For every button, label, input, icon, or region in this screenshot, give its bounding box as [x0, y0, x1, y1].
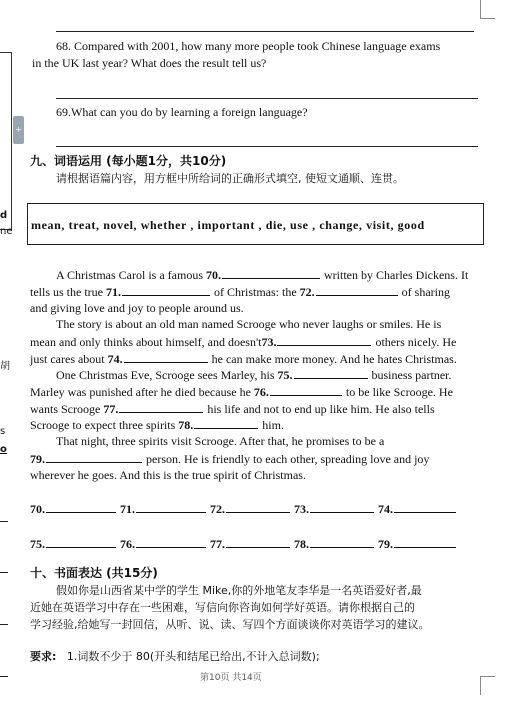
blank-79[interactable] [46, 450, 142, 463]
answer-line [56, 98, 478, 99]
passage-line: tells us the true 71. of Christmas: the 72. of sharing [30, 285, 450, 299]
blank-75[interactable] [294, 366, 368, 379]
section10-para: 学习经验,给她写一封回信，从听、说、读、写四个方面谈谈你对英语学习的建议。 [30, 618, 430, 631]
answer-blank[interactable] [46, 500, 116, 513]
q68-line2: in the UK last year? What does the result tell us? [32, 56, 267, 70]
side-fragment: ne [0, 226, 13, 237]
answer-blank[interactable] [226, 500, 290, 513]
passage-line: 79. person. He is friendly to each other, spreading love and joy [30, 452, 430, 466]
side-fragment: d [0, 210, 8, 221]
blank-73[interactable] [277, 333, 371, 346]
section9-title: 九、词语运用 (每小题1分，共10分) [30, 154, 227, 168]
answer-line [56, 146, 478, 147]
side-tick [0, 676, 8, 677]
left-margin-panel [0, 52, 12, 230]
side-tick [0, 521, 8, 522]
answer-blank[interactable] [226, 535, 290, 548]
passage-line: and giving love and joy to people around us. [30, 301, 244, 315]
side-fragment: o [0, 444, 7, 455]
side-tick [0, 572, 8, 573]
answer-blank[interactable] [46, 535, 116, 548]
side-fragment: s [0, 426, 6, 437]
page-footer: 第10页 共14页 [200, 673, 262, 683]
corner-mark [480, 0, 495, 19]
corner-mark [480, 676, 495, 695]
blank-78[interactable] [194, 416, 258, 429]
passage-line: One Christmas Eve, Scrooge sees Marley, his 75. business partner. [56, 368, 452, 382]
passage-line: mean and only thinks about himself, and doesn't73. others nicely. He [30, 335, 457, 349]
section10-para: 假如你是山西省某中学的学生 Mike,你的外地笔友李华是一名英语爱好者,最 [56, 584, 422, 597]
passage-line: The story is about an old man named Scrooge who never laughs or smiles. He is [56, 317, 442, 331]
answer-blank[interactable] [310, 535, 374, 548]
answer-row-2: 75. 76. 77. 78. 79. [30, 535, 457, 552]
plus-icon: + [15, 124, 22, 136]
answer-blank[interactable] [136, 535, 206, 548]
passage-line: A Christmas Carol is a famous 70. written by Charles Dickens. It [56, 268, 469, 282]
q69-text: 69.What can you do by learning a foreign language? [56, 105, 308, 119]
word-box-text: mean, treat, novel, whether , important , die, use , change, visit, good [31, 218, 425, 232]
answer-row-1: 70. 71. 72. 73. 74. [30, 500, 457, 517]
section10-title: 十、书面表达 (共15分) [30, 566, 158, 580]
blank-77[interactable] [119, 400, 203, 413]
section9-instruction: 请根据语篇内容，用方框中所给词的正确形式填空, 使短文通顺、连贯。 [56, 172, 404, 185]
answer-blank[interactable] [394, 535, 456, 548]
answer-blank[interactable] [310, 500, 374, 513]
passage-line: Marley was punished after he died because he 76. to be like Scrooge. He [30, 385, 453, 399]
passage-line: Scrooge to expect three spirits 78. him. [30, 418, 284, 432]
q68-line1: 68. Compared with 2001, how many more people took Chinese language exams [56, 39, 441, 53]
passage-line: wants Scrooge 77. his life and not to end up like him. He also tells [30, 402, 435, 416]
blank-74[interactable] [124, 350, 208, 363]
answer-blank[interactable] [136, 500, 206, 513]
passage-line: wherever he goes. And this is the true spirit of Christmas. [30, 468, 306, 482]
blank-70[interactable] [222, 266, 320, 279]
blank-71[interactable] [122, 283, 210, 296]
side-tick [0, 624, 8, 625]
answer-line [56, 31, 474, 32]
blank-76[interactable] [270, 383, 342, 396]
section10-para: 近她在英语学习中存在一些困难，写信向你咨询如何学好英语。请你根据自己的 [30, 601, 415, 614]
expand-tab[interactable] [13, 116, 24, 144]
requirements: 要求: 1.词数不少于 80(开头和结尾已给出,不计入总词数); [30, 650, 320, 663]
side-fragment: 胡 [0, 361, 10, 372]
passage-line: That night, three spirits visit Scrooge. After that, he promises to be a [56, 434, 385, 448]
blank-72[interactable] [316, 283, 398, 296]
answer-blank[interactable] [394, 500, 456, 513]
passage-line: just cares about 74. he can make more money. And he hates Christmas. [30, 352, 457, 366]
